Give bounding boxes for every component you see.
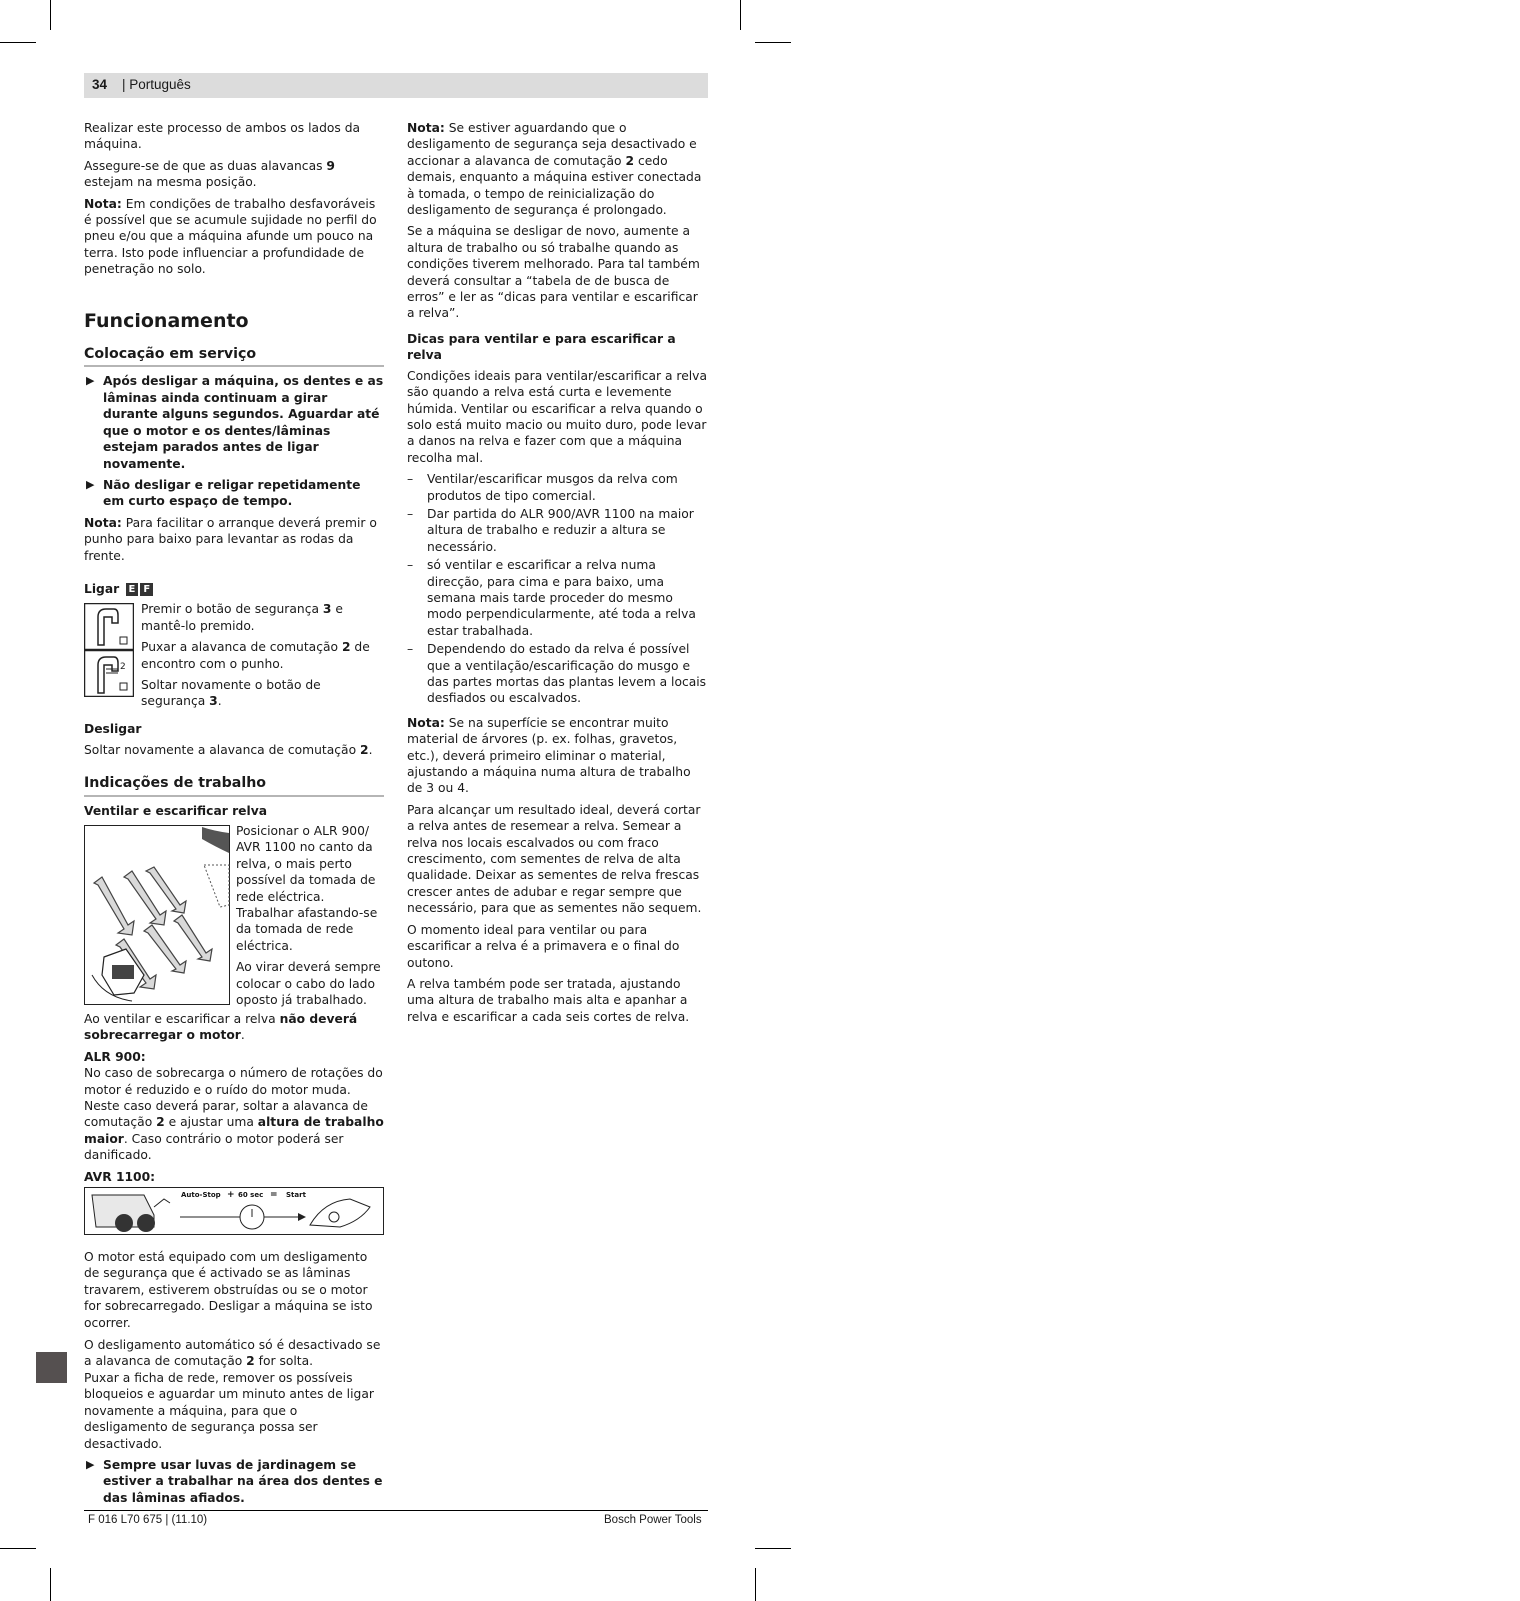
- ligar-heading: Ligar E F: [84, 581, 384, 597]
- start-label: Start: [286, 1191, 306, 1200]
- crop-mark: [740, 0, 741, 30]
- crop-mark: [0, 1548, 36, 1549]
- paragraph: O momento ideal para ventilar ou para escarificar a relva é a primavera e o final do outono.: [407, 922, 680, 970]
- paragraph: Ao ventilar e escarificar a relva não deverá sobrecarregar o motor.: [84, 1011, 358, 1043]
- crop-mark: [755, 42, 791, 43]
- step: Soltar novamente o botão de segurança 3.: [141, 677, 321, 709]
- footer-rule: [84, 1510, 708, 1511]
- crop-mark: [50, 1568, 51, 1601]
- step: Puxar a alavanca de comutação 2 de encontro com o punho.: [141, 640, 370, 671]
- language-label: | Português: [122, 77, 191, 92]
- paragraph: Se a máquina se desligar de novo, aumente a altura de trabalho ou só trabalhe quando as condições tiverem melhorado. Para tal também deverá consultar a “tabela de de busca de erros” e ler as “dicas para ventilar e escarificar a relva”.: [407, 224, 700, 321]
- dicas-heading: Dicas para ventilar e para escarificar a relva: [407, 331, 676, 363]
- step: Premir o botão de segurança 3 e mantê-lo premido.: [141, 602, 343, 633]
- figure-badge: E: [126, 583, 139, 596]
- paragraph: Posicionar o ALR 900/ AVR 1100 no canto da relva, o mais perto possível da tomada de rede eléctrica. Trabalhar afastando-se da tomada de rede eléctrica.: [236, 823, 378, 953]
- mowing-pattern-figure: [84, 825, 230, 1005]
- triangle-icon: ▶: [86, 1457, 95, 1471]
- page-header: [84, 73, 708, 98]
- crop-mark: [755, 1548, 791, 1549]
- note: Nota: Em condições de trabalho desfavoráveis é possível que se acumule sujidade no perfil do pneu e/ou que a máquina afunde um pouco na terra. Isto pode influenciar a profundidade de penetração no solo.: [84, 196, 377, 277]
- crop-mark: [50, 0, 51, 30]
- footer-brand: Bosch Power Tools: [604, 1514, 702, 1526]
- right-column: [407, 120, 708, 1030]
- list-item: – Dar partida do ALR 900/AVR 1100 na maior altura de trabalho e reduzir a altura se necessário.: [407, 506, 694, 554]
- page-number: 34: [92, 77, 108, 92]
- autostop-label: Auto-Stop: [181, 1191, 221, 1200]
- autostop-diagram: [84, 1187, 384, 1235]
- triangle-icon: ▶: [86, 374, 95, 388]
- warning-bullet: ▶ Após desligar a máquina, os dentes e as lâminas ainda continuam a girar durante alguns segundos. Aguardar até que o motor e os dentes/lâminas estejam parados antes de ligar novamente.: [86, 374, 384, 471]
- plus-sign: +: [227, 1190, 235, 1201]
- ventilar-block: [84, 823, 384, 1008]
- ventilar-heading: Ventilar e escarificar relva: [84, 803, 268, 818]
- alr-heading: ALR 900:: [84, 1049, 146, 1064]
- paragraph: A relva também pode ser tratada, ajustando uma altura de trabalho mais alta e apanhar a relva e escarificar a cada seis cortes de relva.: [407, 976, 690, 1024]
- paragraph: Realizar este processo de ambos os lados da máquina.: [84, 121, 361, 152]
- paragraph: No caso de sobrecarga o número de rotações do motor é reduzido e o ruído do motor muda. Neste caso deverá parar, soltar a alavanca de comutação 2 e ajustar uma altura de trabalho maior. Caso contrário o motor poderá ser danificado.: [84, 1066, 384, 1163]
- paragraph: Condições ideais para ventilar/escarificar a relva são quando a relva está curta e levemente húmida. Ventilar ou escarificar a relva quando o solo está muito macio ou muito duro, pode levar a danos na relva e fazer com que a máquina recolha mal.: [407, 368, 707, 465]
- paragraph: Para alcançar um resultado ideal, deverá cortar a relva antes de resemear a relva. Semear a relva nos locais escalvados ou com fraco crescimento, com sementes de relva de alta qualidade. Deixar as sementes de relva frescas crescer antes de adubar e regar sempre que necessário, para que as sementes não sequem.: [407, 802, 702, 916]
- note: Nota: Para facilitar o arranque deverá premir o punho para baixo para levantar as rodas da frente.: [84, 515, 377, 563]
- desligar-heading: Desligar: [84, 722, 142, 737]
- svg-text:2: 2: [120, 662, 126, 673]
- list-item: – só ventilar e escarificar a relva numa direcção, para cima e para baixo, uma semana mais tarde proceder do mesmo modo perpendicularmente, até toda a relva estar trabalhada.: [407, 558, 696, 638]
- avr-heading: AVR 1100:: [84, 1169, 156, 1184]
- switch-pictogram: [84, 603, 134, 697]
- autostop-figure: [84, 1187, 384, 1235]
- subsection-heading: Indicações de trabalho: [84, 775, 384, 796]
- triangle-icon: ▶: [86, 477, 95, 491]
- footer-doc-number: F 016 L70 675 | (11.10): [88, 1514, 208, 1526]
- section-heading: Funcionamento: [84, 309, 249, 332]
- paragraph: O desligamento automático só é desactivado se a alavanca de comutação 2 for solta.: [84, 1338, 381, 1369]
- paragraph: Puxar a ficha de rede, remover os possíveis bloqueios e aguardar um minuto antes de ligar novamente a máquina, para que o desligamento de segurança possa ser desactivado.: [84, 1370, 374, 1451]
- figure-badge: F: [140, 583, 153, 596]
- paragraph: Ao virar deverá sempre colocar o cabo do lado oposto já trabalhado.: [236, 960, 381, 1008]
- list-item: – Ventilar/escarificar musgos da relva com produtos de tipo comercial.: [407, 472, 678, 503]
- list-item: – Dependendo do estado da relva é possível que a ventilação/escarificação do musgo e das partes mortas das plantas levem a locais desfiados ou escalvados.: [407, 642, 707, 706]
- ligar-block: [84, 601, 384, 719]
- side-tab-marker: [36, 1352, 67, 1383]
- crop-mark: [755, 1568, 756, 1601]
- warning-bullet: ▶ Sempre usar luvas de jardinagem se estiver a trabalhar na área dos dentes e das lâminas afiados.: [86, 1457, 383, 1505]
- subsection-heading: Colocação em serviço: [84, 346, 384, 367]
- equals-sign: =: [270, 1190, 278, 1201]
- duration-label: 60 sec: [238, 1191, 264, 1200]
- paragraph: Soltar novamente a alavanca de comutação 2.: [84, 742, 373, 757]
- note: Nota: Se estiver aguardando que o desligamento de segurança seja desactivado e accionar a alavanca de comutação 2 cedo demais, enquanto a máquina estiver conectada à tomada, o tempo de reinicialização do desligamento de segurança é prolongado.: [407, 121, 702, 218]
- warning-bullet: ▶ Não desligar e religar repetidamente em curto espaço de tempo.: [86, 477, 361, 509]
- left-column: [84, 120, 384, 1511]
- note: Nota: Se na superfície se encontrar muito material de árvores (p. ex. folhas, gravetos, etc.), deverá primeiro eliminar o material, ajustando a máquina numa altura de trabalho de 3 ou 4.: [407, 715, 691, 796]
- paragraph: Assegure-se de que as duas alavancas 9 estejam na mesma posição.: [84, 158, 335, 190]
- crop-mark: [0, 42, 36, 43]
- paragraph: O motor está equipado com um desligamento de segurança que é activado se as lâminas travarem, estiverem obstruídas ou se o motor for sobrecarregado. Desligar a máquina se isto ocorrer.: [84, 1250, 373, 1330]
